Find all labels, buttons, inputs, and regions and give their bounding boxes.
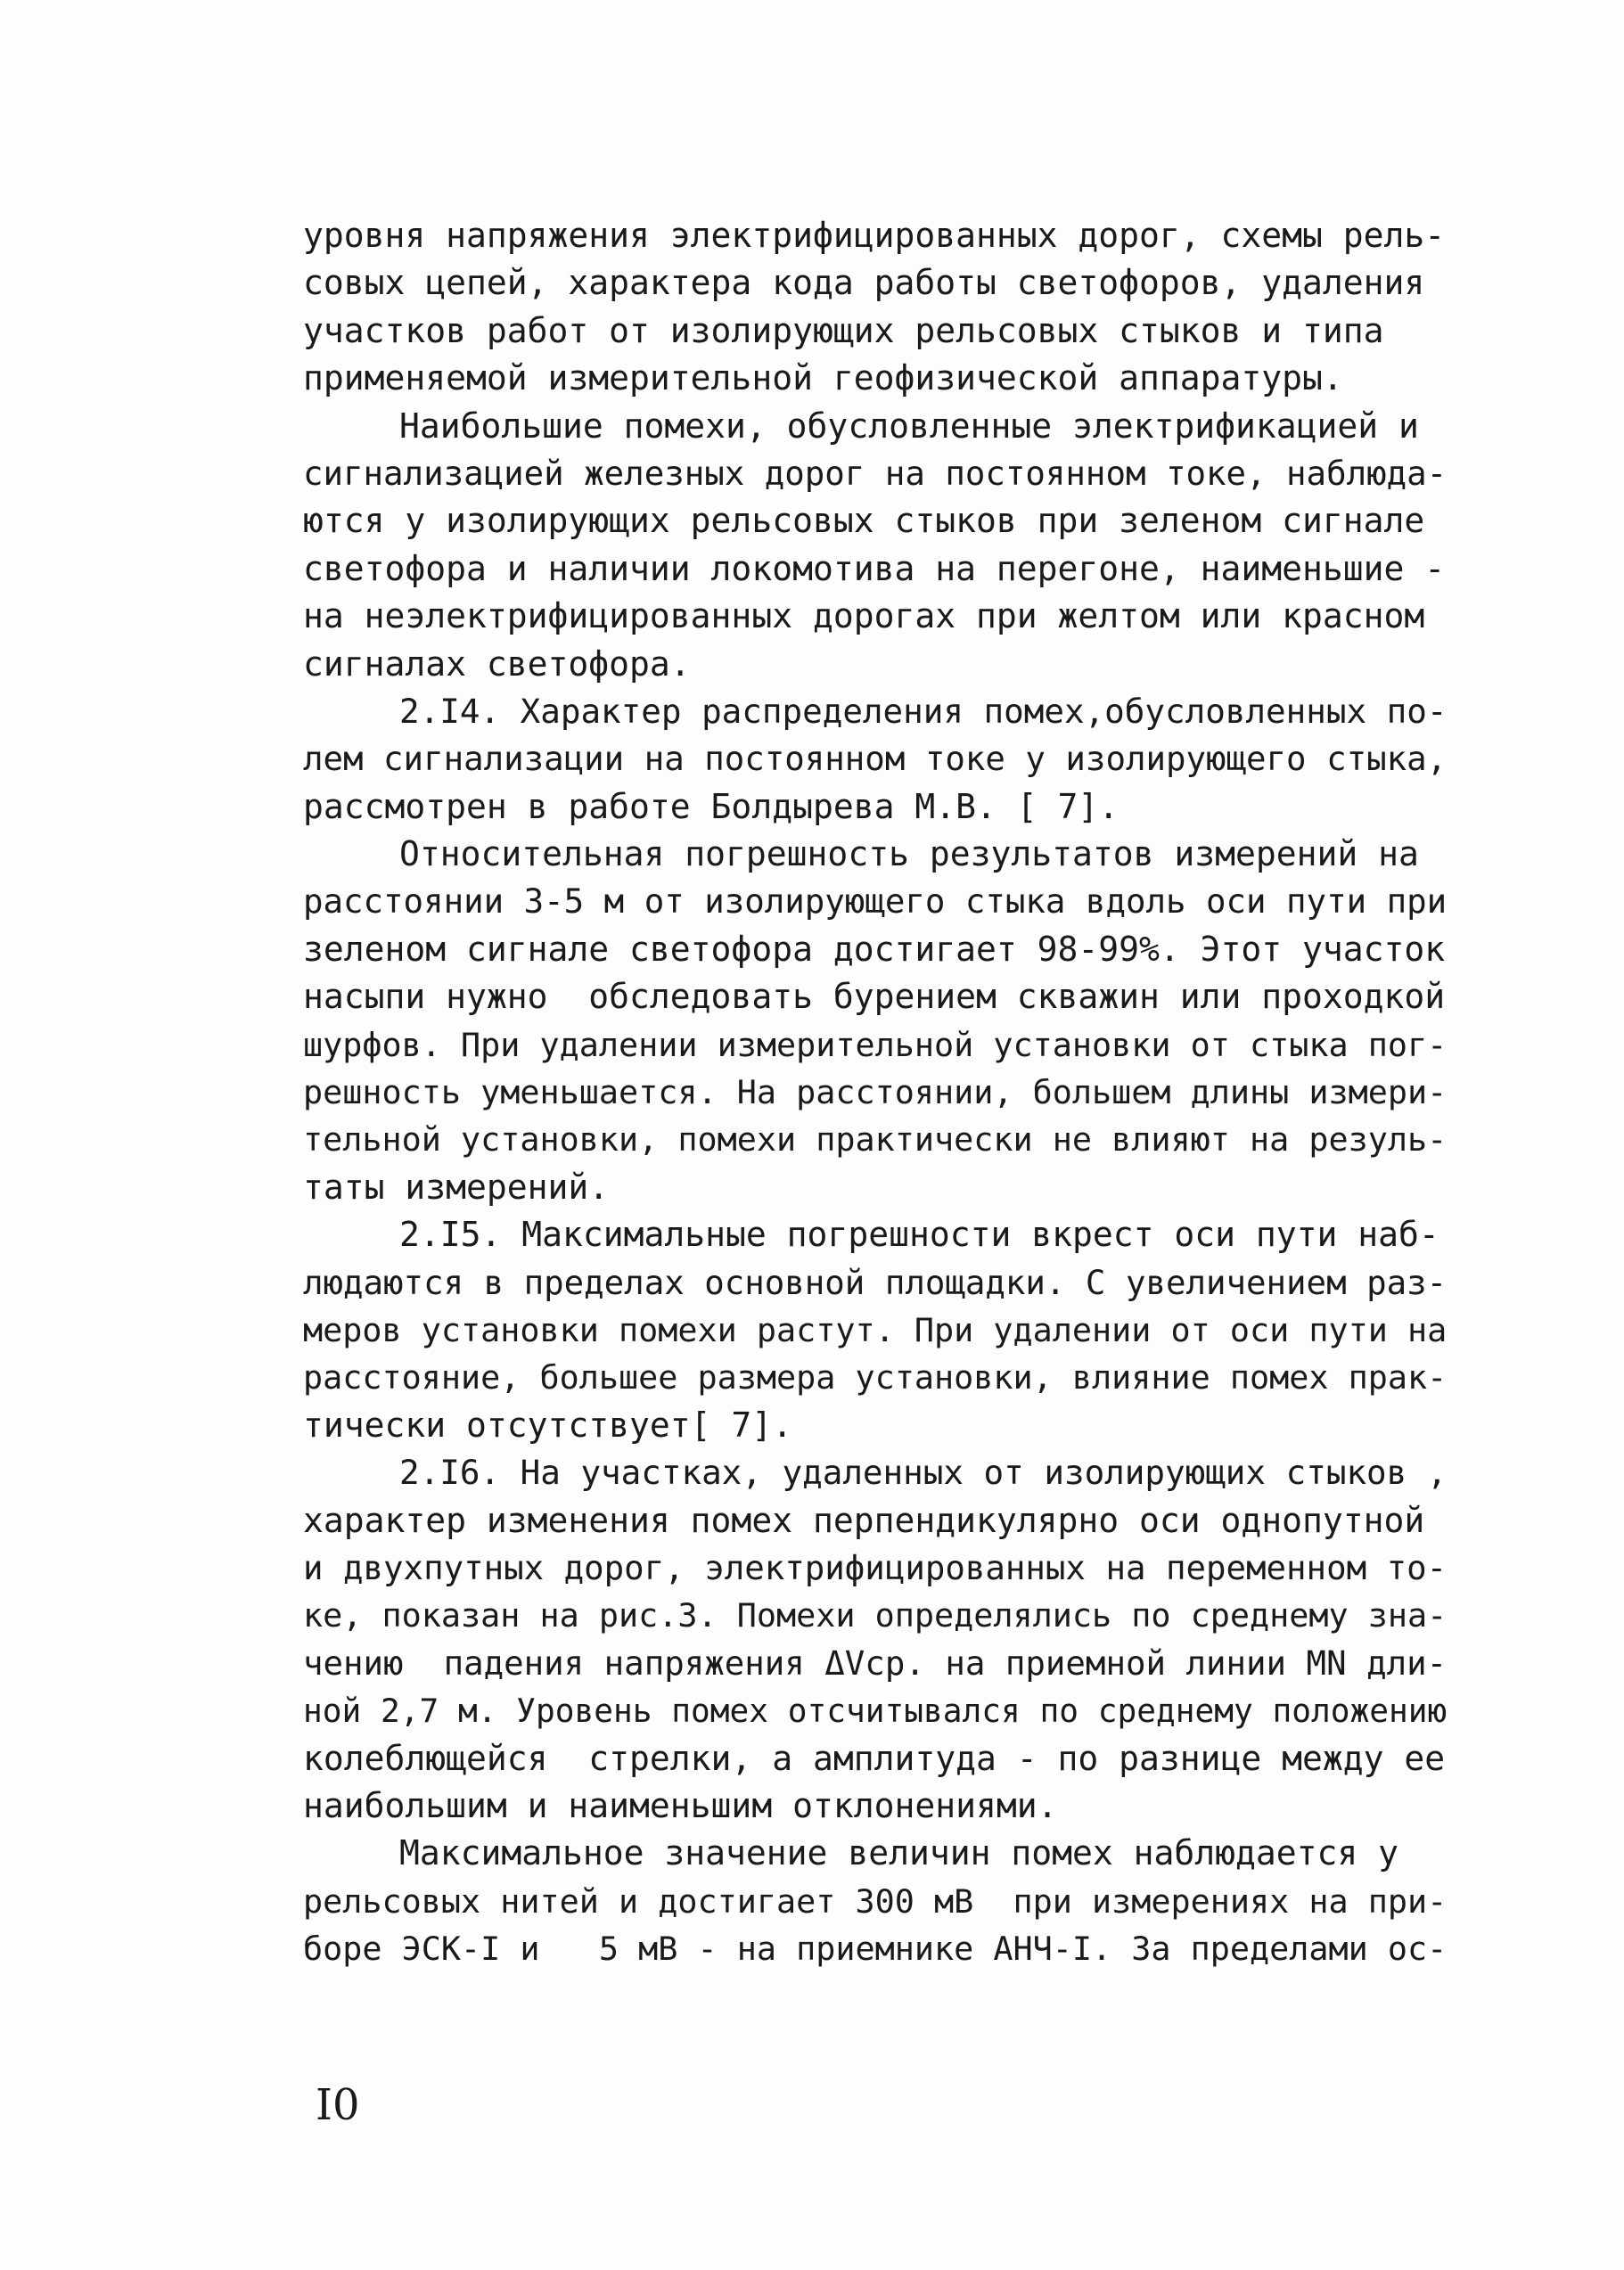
text-line: решность уменьшается. На расстоянии, большем длины измери- bbox=[303, 1073, 1448, 1112]
text-line: зеленом сигнале светофора достигает 98-99%. Этот участок bbox=[303, 929, 1446, 969]
text-line: лем сигнализации на постоянном токе у изолирующего стыка, bbox=[303, 739, 1448, 779]
text-line: сигналах светофора. bbox=[303, 643, 691, 684]
text-line: ной 2,7 м. Уровень помех отсчитывался по среднему положению bbox=[303, 1692, 1448, 1731]
text-line: чению падения напряжения ΔVср. на приемной линии MN дли- bbox=[303, 1643, 1448, 1683]
text-line: колеблющейся стрелки, а амплитуда - по разнице между ее bbox=[303, 1738, 1446, 1778]
text-line: сигнализацией железных дорог на постоянном токе, наблюда- bbox=[303, 453, 1448, 493]
text-line: шурфов. При удалении измерительной установки от стыка пог- bbox=[303, 1025, 1448, 1064]
text-line: расстоянии 3-5 м от изолирующего стыка вдоль оси пути при bbox=[303, 881, 1448, 922]
text-line: боре ЭСК-I и 5 мВ - на приемнике АНЧ-I. За пределами ос- bbox=[303, 1930, 1448, 1969]
text-line: наибольшим и наименьшим отклонениями. bbox=[303, 1785, 1058, 1825]
page-number: I0 bbox=[316, 2080, 360, 2130]
text-line: рассмотрен в работе Болдырева М.В. [ 7]. bbox=[303, 786, 1120, 826]
text-line: людаются в пределах основной площадки. С увеличением раз- bbox=[303, 1262, 1448, 1302]
text-line: уровня напряжения электрифицированных дорог, схемы рель- bbox=[303, 216, 1446, 255]
text-line: характер изменения помех перпендикулярно оси однопутной bbox=[303, 1500, 1425, 1540]
text-line: совых цепей, характера кода работы светофоров, удаления bbox=[303, 263, 1425, 303]
text-line: на неэлектрифицированных дорогах при желтом или красном bbox=[303, 596, 1425, 636]
text-line: ются у изолирующих рельсовых стыков при зеленом сигнале bbox=[303, 501, 1425, 541]
paragraph-first-line: Максимальное значение величин помех наблюдается у bbox=[399, 1833, 1399, 1873]
text-line: меров установки помехи растут. При удалении от оси пути на bbox=[303, 1310, 1448, 1349]
text-line: участков работ от изолирующих рельсовых стыков и типа bbox=[303, 310, 1384, 350]
text-line: ке, показан на рис.3. Помехи определялись по среднему зна- bbox=[303, 1596, 1448, 1635]
text-line: таты измерений. bbox=[303, 1167, 610, 1207]
text-line: тельной установки, помехи практически не влияют на резуль- bbox=[303, 1120, 1448, 1160]
text-line: насыпи нужно обследовать бурением скважин или проходкой bbox=[303, 977, 1446, 1017]
section-2-16-first-line: 2.I6. На участках, удаленных от изолирующих стыков , bbox=[399, 1453, 1448, 1493]
text-line: светофора и наличии локомотива на перегоне, наименьшие - bbox=[303, 548, 1446, 588]
text-line: тически отсутствует[ 7]. bbox=[303, 1405, 793, 1445]
section-2-15-first-line: 2.I5. Максимальные погрешности вкрест оси пути наб- bbox=[399, 1215, 1439, 1255]
paragraph-first-line: Наибольшие помехи, обусловленные электрификацией и bbox=[399, 406, 1419, 446]
text-line: рельсовых нитей и достигает 300 мВ при измерениях на при- bbox=[303, 1881, 1448, 1921]
text-line: применяемой измерительной геофизической аппаратуры. bbox=[303, 358, 1343, 398]
paragraph-first-line: Относительная погрешность результатов измерений на bbox=[399, 834, 1419, 874]
section-2-14-first-line: 2.I4. Характер распределения помех,обусловленных по- bbox=[399, 691, 1448, 731]
text-line: расстояние, большее размера установки, влияние помех прак- bbox=[303, 1358, 1448, 1397]
body-text bbox=[303, 212, 1453, 1972]
text-line: и двухпутных дорог, электрифицированных на переменном то- bbox=[303, 1547, 1448, 1587]
